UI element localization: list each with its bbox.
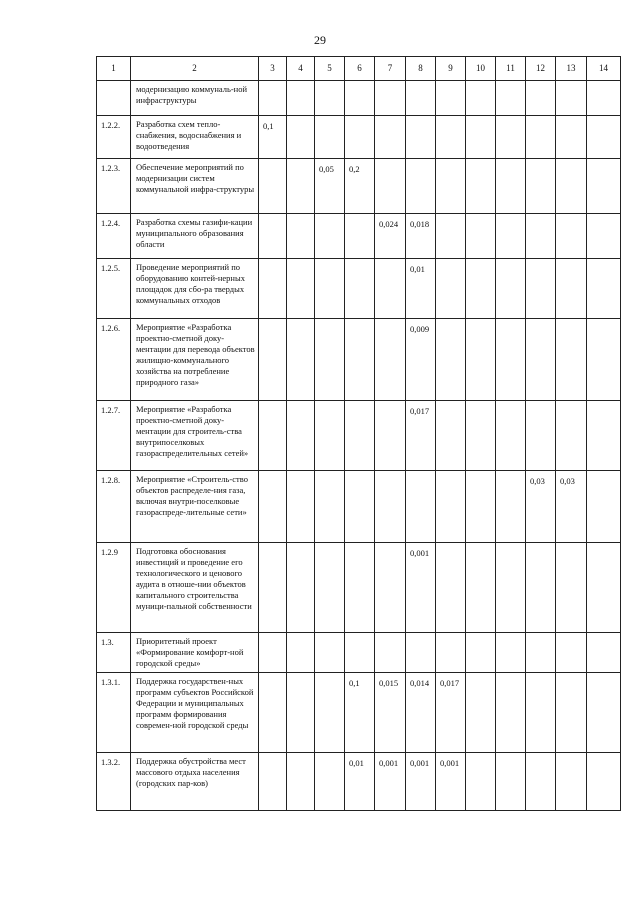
value-cell [259, 471, 287, 543]
value-cell [315, 116, 345, 159]
value-cell: 0,1 [345, 673, 375, 753]
row-number: 1.3.2. [97, 753, 131, 811]
value-cell [526, 214, 556, 259]
header-cell: 6 [345, 57, 375, 81]
row-number: 1.2.5. [97, 259, 131, 319]
value-cell [496, 753, 526, 811]
value-cell [587, 471, 621, 543]
header-cell: 7 [375, 57, 406, 81]
value-cell [436, 471, 466, 543]
value-cell [496, 81, 526, 116]
value-cell: 0,017 [406, 401, 436, 471]
row-description: Поддержка государствен-ных программ субъектов Российской Федерации и муниципальных программ формирования современ-ной городской среды [131, 673, 259, 753]
value-cell [496, 543, 526, 633]
value-cell [526, 401, 556, 471]
row-description: Подготовка обоснования инвестиций и проведение его технологического и ценового аудита в отноше-нии объектов капитального строительства муници-пальной собственности [131, 543, 259, 633]
value-cell [345, 319, 375, 401]
table-row [97, 259, 621, 319]
table-row [97, 214, 621, 259]
value-cell [587, 159, 621, 214]
value-cell [287, 214, 315, 259]
value-cell [259, 159, 287, 214]
value-cell [466, 259, 496, 319]
value-cell [406, 471, 436, 543]
value-cell [375, 259, 406, 319]
value-cell [496, 401, 526, 471]
table-row [97, 673, 621, 753]
value-cell [466, 673, 496, 753]
value-cell [375, 401, 406, 471]
value-cell: 0,015 [375, 673, 406, 753]
value-cell [436, 401, 466, 471]
value-cell [556, 633, 587, 673]
value-cell: 0,05 [315, 159, 345, 214]
table-row [97, 633, 621, 673]
value-cell [587, 753, 621, 811]
value-cell [259, 633, 287, 673]
value-cell [587, 319, 621, 401]
row-number: 1.3.1. [97, 673, 131, 753]
value-cell: 0,001 [406, 753, 436, 811]
table-row [97, 543, 621, 633]
value-cell [287, 633, 315, 673]
value-cell [436, 81, 466, 116]
value-cell [315, 633, 345, 673]
table-row [97, 159, 621, 214]
value-cell [287, 116, 315, 159]
table-row [97, 81, 621, 116]
value-cell [526, 673, 556, 753]
value-cell: 0,017 [436, 673, 466, 753]
value-cell: 0,001 [406, 543, 436, 633]
value-cell [315, 401, 345, 471]
value-cell [315, 259, 345, 319]
row-number: 1.2.6. [97, 319, 131, 401]
value-cell [436, 259, 466, 319]
value-cell [287, 673, 315, 753]
value-cell [259, 401, 287, 471]
value-cell [406, 116, 436, 159]
value-cell: 0,018 [406, 214, 436, 259]
header-cell: 11 [496, 57, 526, 81]
value-cell [526, 81, 556, 116]
table-row [97, 116, 621, 159]
value-cell [436, 319, 466, 401]
row-description: Проведение мероприятий по оборудованию контей-нерных площадок для сбо-ра твердых коммунальных отходов [131, 259, 259, 319]
value-cell [466, 753, 496, 811]
value-cell [526, 543, 556, 633]
value-cell: 0,01 [345, 753, 375, 811]
header-cell: 13 [556, 57, 587, 81]
value-cell [526, 116, 556, 159]
value-cell [406, 633, 436, 673]
value-cell: 0,024 [375, 214, 406, 259]
value-cell: 0,1 [259, 116, 287, 159]
value-cell [587, 401, 621, 471]
value-cell [287, 319, 315, 401]
value-cell [496, 259, 526, 319]
value-cell [526, 753, 556, 811]
value-cell [466, 116, 496, 159]
row-description: Поддержка обустройства мест массового отдыха населения (городских пар-ков) [131, 753, 259, 811]
value-cell [556, 673, 587, 753]
row-description: Разработка схемы газифи-кации муниципального образования области [131, 214, 259, 259]
value-cell [556, 214, 587, 259]
row-description: Разработка схем тепло-снабжения, водоснабжения и водоотведения [131, 116, 259, 159]
row-number: 1.2.2. [97, 116, 131, 159]
value-cell [496, 673, 526, 753]
value-cell [375, 633, 406, 673]
value-cell [556, 319, 587, 401]
value-cell [287, 159, 315, 214]
value-cell [345, 401, 375, 471]
value-cell: 0,009 [406, 319, 436, 401]
value-cell [587, 81, 621, 116]
row-description: Мероприятие «Разработка проектно-сметной доку-ментации для перевода объектов жилищно-коммунального хозяйства на потребление природного газа» [131, 319, 259, 401]
table-row [97, 319, 621, 401]
value-cell [496, 159, 526, 214]
value-cell [496, 319, 526, 401]
row-number [97, 81, 131, 116]
value-cell [556, 401, 587, 471]
row-number: 1.3. [97, 633, 131, 673]
value-cell [556, 116, 587, 159]
value-cell [259, 673, 287, 753]
value-cell [345, 471, 375, 543]
value-cell [345, 81, 375, 116]
value-cell [436, 214, 466, 259]
value-cell [345, 259, 375, 319]
value-cell [436, 633, 466, 673]
header-row [97, 57, 621, 81]
row-number: 1.2.7. [97, 401, 131, 471]
value-cell [375, 543, 406, 633]
value-cell [556, 543, 587, 633]
value-cell [556, 259, 587, 319]
value-cell [345, 543, 375, 633]
header-cell: 8 [406, 57, 436, 81]
value-cell: 0,01 [406, 259, 436, 319]
value-cell [315, 753, 345, 811]
value-cell [315, 214, 345, 259]
value-cell [259, 81, 287, 116]
row-description: Мероприятие «Разработка проектно-сметной доку-ментации для строитель-ства внутрипоселковых газораспределительных сетей» [131, 401, 259, 471]
value-cell [526, 259, 556, 319]
value-cell [436, 116, 466, 159]
value-cell [466, 401, 496, 471]
value-cell [259, 753, 287, 811]
data-table [96, 56, 621, 811]
value-cell [496, 471, 526, 543]
value-cell [556, 753, 587, 811]
header-cell: 10 [466, 57, 496, 81]
value-cell [496, 116, 526, 159]
value-cell [375, 81, 406, 116]
value-cell [259, 543, 287, 633]
value-cell [259, 319, 287, 401]
value-cell [287, 543, 315, 633]
row-description: Обеспечение мероприятий по модернизации систем коммунальной инфра-структуры [131, 159, 259, 214]
value-cell: 0,014 [406, 673, 436, 753]
value-cell: 0,03 [556, 471, 587, 543]
value-cell [556, 159, 587, 214]
header-cell: 1 [97, 57, 131, 81]
value-cell: 0,001 [436, 753, 466, 811]
row-description: Приоритетный проект «Формирование комфорт-ной городской среды» [131, 633, 259, 673]
value-cell [315, 471, 345, 543]
value-cell [556, 81, 587, 116]
value-cell [496, 633, 526, 673]
row-number: 1.2.8. [97, 471, 131, 543]
value-cell [287, 401, 315, 471]
header-cell: 9 [436, 57, 466, 81]
header-cell: 3 [259, 57, 287, 81]
value-cell: 0,03 [526, 471, 556, 543]
row-description: модернизацию коммуналь-ной инфраструктуры [131, 81, 259, 116]
value-cell [287, 753, 315, 811]
row-number: 1.2.3. [97, 159, 131, 214]
header-cell: 12 [526, 57, 556, 81]
page-number: 29 [314, 33, 326, 47]
value-cell [587, 259, 621, 319]
row-number: 1.2.4. [97, 214, 131, 259]
value-cell [345, 116, 375, 159]
value-cell [406, 159, 436, 214]
value-cell: 0,2 [345, 159, 375, 214]
value-cell [466, 214, 496, 259]
table-row [97, 471, 621, 543]
value-cell [526, 159, 556, 214]
value-cell [466, 543, 496, 633]
value-cell [587, 543, 621, 633]
value-cell [375, 116, 406, 159]
value-cell [375, 319, 406, 401]
header-cell: 2 [131, 57, 259, 81]
value-cell [526, 633, 556, 673]
header-cell: 5 [315, 57, 345, 81]
value-cell [315, 319, 345, 401]
value-cell [587, 633, 621, 673]
value-cell [287, 81, 315, 116]
value-cell [526, 319, 556, 401]
value-cell [466, 633, 496, 673]
value-cell [466, 319, 496, 401]
value-cell [406, 81, 436, 116]
value-cell [375, 471, 406, 543]
value-cell [259, 259, 287, 319]
value-cell: 0,001 [375, 753, 406, 811]
value-cell [287, 471, 315, 543]
value-cell [259, 214, 287, 259]
table-row [97, 401, 621, 471]
value-cell [315, 673, 345, 753]
value-cell [345, 633, 375, 673]
row-number: 1.2.9 [97, 543, 131, 633]
header-cell: 14 [587, 57, 621, 81]
row-description: Мероприятие «Строитель-ство объектов распределе-ния газа, включая внутри-поселковые газораспреде-лительные сети» [131, 471, 259, 543]
table-row [97, 753, 621, 811]
header-cell: 4 [287, 57, 315, 81]
value-cell [587, 214, 621, 259]
value-cell [466, 81, 496, 116]
value-cell [315, 81, 345, 116]
value-cell [587, 116, 621, 159]
value-cell [436, 159, 466, 214]
value-cell [466, 471, 496, 543]
value-cell [466, 159, 496, 214]
value-cell [345, 214, 375, 259]
value-cell [287, 259, 315, 319]
value-cell [436, 543, 466, 633]
value-cell [496, 214, 526, 259]
value-cell [587, 673, 621, 753]
value-cell [375, 159, 406, 214]
value-cell [315, 543, 345, 633]
